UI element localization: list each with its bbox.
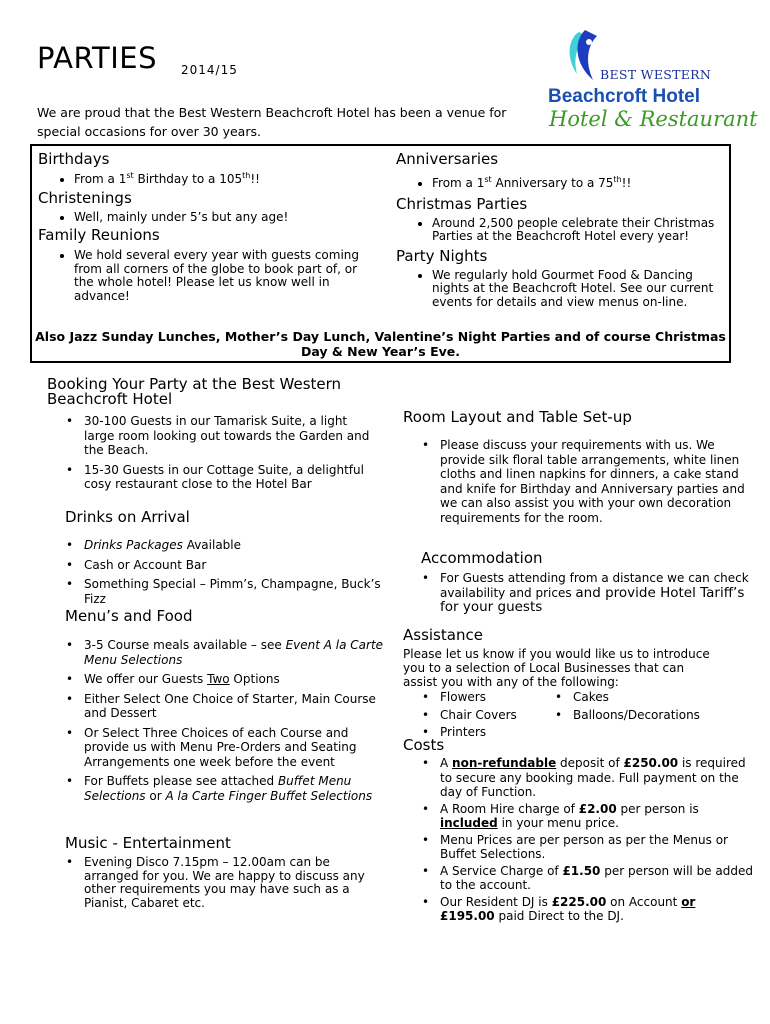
birthdays-list bbox=[38, 169, 373, 187]
accommodation-list bbox=[404, 571, 758, 620]
music-heading: Music - Entertainment bbox=[65, 834, 231, 852]
music-list bbox=[48, 856, 384, 915]
list-item: • Something Special – Pimm’s, Champagne, Buck’s Fizz bbox=[84, 577, 384, 606]
list-item: • A non-refundable deposit of £250.00 is required to secure any booking made. Full payment on the day of Function. bbox=[440, 756, 758, 800]
drinks-list bbox=[48, 538, 384, 611]
list-item: • From a 1st Birthday to a 105th!! bbox=[74, 169, 373, 187]
list-item: • 30-100 Guests in our Tamarisk Suite, a light large room looking out towards the Garden and the Beach. bbox=[84, 414, 378, 458]
list-item: • We regularly hold Gourmet Food & Dancing nights at the Beachcroft Hotel. See our current events for details and view menus on-line. bbox=[432, 269, 721, 310]
hotel-logo bbox=[545, 28, 758, 140]
christenings-list bbox=[38, 211, 373, 225]
list-item: • Balloons/Decorations bbox=[573, 708, 763, 723]
list-item: • Our Resident DJ is £225.00 on Account or £195.00 paid Direct to the DJ. bbox=[440, 895, 758, 924]
list-item: • A Service Charge of £1.50 per person will be added to the account. bbox=[440, 864, 758, 893]
occasions-right-column bbox=[396, 150, 721, 309]
list-item: • Either Select One Choice of Starter, Main Course and Dessert bbox=[84, 692, 384, 721]
list-item: • 15-30 Guests in our Cottage Suite, a delightful cosy restaurant close to the Hotel Bar bbox=[84, 463, 378, 492]
anniversaries-heading: Anniversaries bbox=[396, 150, 499, 168]
list-item: • From a 1st Anniversary to a 75th!! bbox=[432, 173, 721, 191]
anniversaries-list bbox=[396, 173, 721, 191]
booking-heading: Booking Your Party at the Best Western Beachcroft Hotel bbox=[47, 375, 342, 408]
menus-heading: Menu’s and Food bbox=[65, 607, 193, 625]
booking-list bbox=[48, 414, 378, 497]
occasions-box bbox=[30, 144, 731, 363]
christenings-heading: Christenings bbox=[38, 188, 132, 207]
room-heading: Room Layout and Table Set-up bbox=[403, 408, 632, 426]
party-nights-list bbox=[396, 269, 721, 310]
brand-name: BEST WESTERN bbox=[600, 67, 712, 82]
page-title: PARTIES bbox=[37, 41, 158, 75]
family-reunions-heading: Family Reunions bbox=[38, 226, 160, 244]
drinks-heading: Drinks on Arrival bbox=[65, 508, 190, 526]
occasions-footer: Also Jazz Sunday Lunches, Mother’s Day Lunch, Valentine’s Night Parties and of course Christmas Day & New Year’s Eve. bbox=[35, 329, 726, 359]
list-item: • Drinks Packages Available bbox=[84, 538, 384, 553]
list-item: • Or Select Three Choices of each Course and provide us with Menu Pre-Orders and Seating Arrangements one week before the event bbox=[84, 726, 384, 770]
hotel-name: Beachcroft Hotel bbox=[548, 86, 701, 107]
accommodation-heading: Accommodation bbox=[421, 549, 543, 567]
list-item: • Printers bbox=[440, 725, 590, 740]
room-list bbox=[404, 438, 758, 530]
assistance-list-2 bbox=[537, 690, 763, 725]
christmas-parties-list bbox=[396, 217, 721, 244]
page-year: 2014/15 bbox=[181, 63, 238, 77]
intro-text: We are proud that the Best Western Beachcroft Hotel has been a venue for special occasions for over 30 years. bbox=[37, 105, 507, 139]
list-item: • We hold several every year with guests coming from all corners of the globe to book part of, or the whole hotel! Please let us know well in advance! bbox=[74, 249, 373, 303]
list-item: • For Buffets please see attached Buffet Menu Selections or A la Carte Finger Buffet Selections bbox=[84, 774, 384, 803]
hotel-subtitle: Hotel & Restaurant bbox=[549, 107, 758, 131]
assistance-heading: Assistance bbox=[403, 626, 483, 644]
christmas-parties-heading: Christmas Parties bbox=[396, 194, 528, 213]
list-item: • Around 2,500 people celebrate their Christmas Parties at the Beachcroft Hotel every year! bbox=[432, 217, 721, 244]
list-item: • Flowers bbox=[440, 690, 590, 705]
list-item: • Please discuss your requirements with us. We provide silk floral table arrangements, white linen cloths and linen napkins for dinners, a cake stand and knife for Birthday and Anniversary parties and we can also assist you with your own decoration requirements for the room. bbox=[440, 438, 758, 525]
list-item: • A Room Hire charge of £2.00 per person is included in your menu price. bbox=[440, 802, 758, 831]
list-item: • We offer our Guests Two Options bbox=[84, 672, 384, 687]
list-item: • 3-5 Course meals available – see Event A la Carte Menu Selections bbox=[84, 638, 384, 667]
list-item: • Evening Disco 7.15pm – 12.00am can be arranged for you. We are happy to discuss any other requirements you may have such as a Pianist, Cabaret etc. bbox=[84, 856, 384, 910]
list-item: • For Guests attending from a distance we can check availability and prices and provide Hotel Tariff’s for your guests bbox=[440, 571, 758, 615]
family-reunions-list bbox=[38, 249, 373, 303]
list-item: • Menu Prices are per person as per the Menus or Buffet Selections. bbox=[440, 833, 758, 862]
costs-heading: Costs bbox=[403, 736, 445, 754]
birthdays-heading: Birthdays bbox=[38, 150, 110, 168]
list-item: • Cash or Account Bar bbox=[84, 558, 384, 573]
menus-list bbox=[48, 638, 384, 808]
list-item: • Cakes bbox=[573, 690, 763, 705]
list-item: • Well, mainly under 5’s but any age! bbox=[74, 211, 373, 225]
occasions-left-column bbox=[38, 150, 373, 303]
assistance-text: Please let us know if you would like us to introduce you to a selection of Local Businesses that can assist you with any of the following: bbox=[403, 647, 710, 689]
costs-list bbox=[404, 756, 758, 929]
list-item: • Chair Covers bbox=[440, 708, 590, 723]
party-nights-heading: Party Nights bbox=[396, 246, 488, 265]
